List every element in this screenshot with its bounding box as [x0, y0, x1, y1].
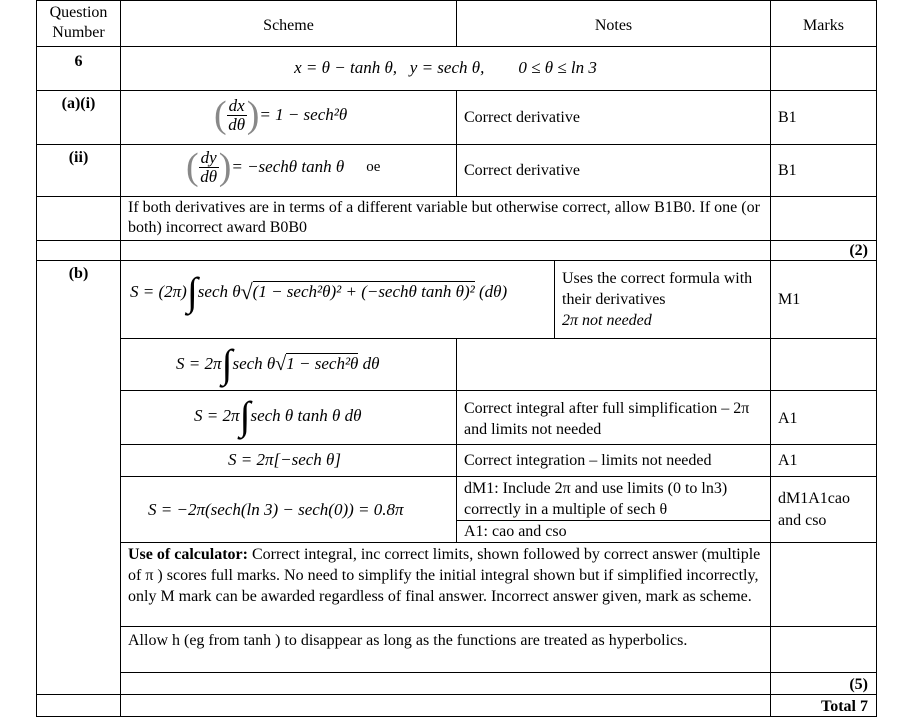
rule-notes-left-b1 — [554, 260, 555, 338]
sqrt-sign-1: √ — [240, 279, 253, 304]
part-b-label: (b) — [68, 265, 89, 282]
header-question-number: Question Number — [49, 4, 108, 41]
rule-aii-bottom — [36, 196, 876, 197]
rule-right — [876, 0, 877, 717]
rule-notes-left-b — [456, 338, 457, 542]
step5-mark: dM1A1cao and cso — [778, 490, 850, 529]
dy-note: Correct derivative — [464, 162, 580, 179]
allow-note: Allow h (eg from tanh ) to disappear as long as the functions are treated as hyperbolics. — [128, 632, 688, 649]
question-given: x = θ − tanh θ, y = sech θ, 0 ≤ θ ≤ ln 3 — [294, 58, 597, 77]
step5-note-dm1: dM1: Include 2π and use limits (0 to ln3) correctly in a multiple of sech θ — [464, 480, 728, 518]
rule-calc-bottom — [120, 626, 876, 627]
dx-note: Correct derivative — [464, 109, 580, 126]
rule-sub-a-bottom — [36, 260, 876, 261]
paren-right-2: ) — [218, 146, 232, 188]
integral-sign-1: ∫ — [186, 269, 198, 314]
paren-left: ( — [214, 94, 227, 136]
rule-comment-bottom — [36, 240, 876, 241]
integral-sign-3: ∫ — [239, 393, 251, 438]
step3-mark: A1 — [778, 410, 798, 427]
paren-right: ) — [246, 94, 260, 136]
rule-qn-right — [120, 0, 121, 717]
total-marks: Total 7 — [821, 698, 868, 715]
header-marks: Marks — [803, 17, 844, 34]
step1-mark: M1 — [778, 291, 801, 308]
rule-b5-mid — [456, 520, 770, 521]
dy-dtheta-expression: ( $\frac{dy}{d\theta}$ )= −sechθ tanh θ oe — [186, 146, 381, 188]
step4-mark: A1 — [778, 452, 798, 469]
rule-b1-bottom — [120, 338, 876, 339]
rule-allow-bottom — [120, 672, 876, 673]
header-scheme: Scheme — [263, 17, 314, 34]
rule-marks-left — [770, 0, 771, 717]
rule-notes-left-a — [456, 90, 457, 196]
step5-formula: S = −2π(sech(ln 3) − sech(0)) = 0.8π — [148, 500, 404, 519]
step1-formula: S = (2π)∫sech θ√(1 − sech²θ)² + (−sechθ tanh θ)² (dθ) — [130, 269, 508, 314]
step3-note: Correct integral after full simplification – 2π and limits not needed — [464, 400, 750, 438]
dy-fraction: $\frac{dy}{d\theta}$ — [200, 147, 218, 186]
step4-note: Correct integration – limits not needed — [464, 452, 712, 469]
part-a-subtotal: (2) — [849, 242, 868, 259]
part-b-subtotal: (5) — [849, 676, 868, 693]
rule-bottom — [36, 716, 876, 717]
sqrt-sign-2: √ — [275, 353, 287, 375]
calculator-note: Use of calculator: Correct integral, inc correct limits, shown followed by correct answer (multiple of π ) scores full marks. No need to simplify the initial integral shown but if simplified incorrectly, only M mark can be awarded regardless of final answer. Incorrect answer given, mark as scheme. — [128, 546, 761, 605]
step1-note: Uses the correct formula with their derivatives 2π not needed — [562, 270, 753, 329]
integral-sign-2: ∫ — [221, 341, 233, 386]
rule-b3-bottom — [120, 444, 876, 445]
rule-b2-bottom — [120, 390, 876, 391]
rule-sub-b-bottom — [36, 694, 876, 695]
question-number: 6 — [74, 53, 83, 70]
header-notes: Notes — [594, 17, 633, 34]
rule-header-bottom — [36, 46, 876, 47]
step4-formula: S = 2π[−sech θ] — [228, 450, 341, 469]
rule-b4-bottom — [120, 476, 876, 477]
part-a-i-label: (a)(i) — [61, 95, 96, 112]
rule-b5-bottom — [120, 542, 876, 543]
dx-fraction: $\frac{dx}{d\theta}$ — [228, 95, 246, 134]
step2-formula: S = 2π∫sech θ√1 − sech²θ dθ — [176, 341, 380, 386]
part-a-ii-label: (ii) — [68, 149, 89, 166]
dx-mark: B1 — [778, 109, 797, 126]
part-a-comment: If both derivatives are in terms of a different variable but otherwise correct, allow B1B0. If one (or both) incorrect award B0B0 — [128, 199, 760, 236]
dy-mark: B1 — [778, 162, 797, 179]
step5-note-a1: A1: cao and cso — [464, 523, 567, 540]
dx-dtheta-expression: ( $\frac{dx}{d\theta}$ )= 1 − sech²θ — [214, 94, 348, 136]
paren-left-2: ( — [186, 146, 199, 188]
step3-formula: S = 2π∫sech θ tanh θ dθ — [194, 393, 362, 438]
